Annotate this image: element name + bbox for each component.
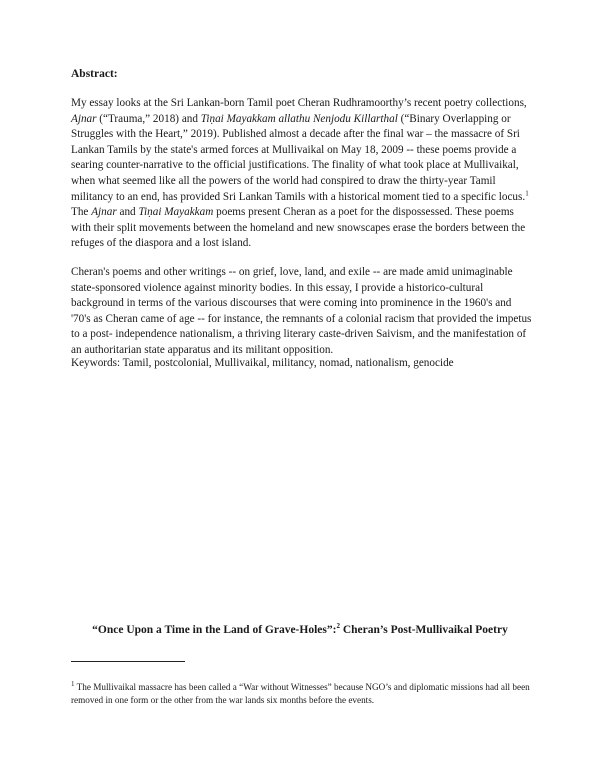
footnote-ref-2[interactable]: 2 [336,622,340,631]
p1-text-e: and [116,206,139,219]
footnote-1 [71,681,533,708]
p1-title-tinai-full: Tiṇai Mayakkam allathu Nenjodu Killarthal [200,112,398,125]
title-main: “Once Upon a Time in the Land of Grave-Holes”: [92,624,337,636]
p1-text-a: My essay looks at the Sri Lankan-born Tamil poet Cheran Rudhramoorthy’s recent poetry collections, [71,97,527,109]
p1-title-tinai-short: Tiṇai Mayakkam [138,206,214,219]
paper-title [40,624,560,636]
footnote-divider [71,661,185,662]
p1-text-b: (“Trauma,” 2018) and [96,112,201,125]
abstract-paragraph-1 [71,96,533,252]
footnote-text: The Mullivaikal massacre has been called a “War without Witnesses” because NGO’s and diplomatic missions had all been removed in one form or the other from the war lands six months before the events. [71,682,530,706]
p1-title-ajnar-2: Ajnar [91,206,117,219]
abstract-heading: Abstract: [71,68,118,80]
title-rest: Cheran’s Post-Mullivaikal Poetry [339,624,508,636]
keywords-line: Keywords: Tamil, postcolonial, Mullivaikal, militancy, nomad, nationalism, genocide [71,357,454,369]
p1-text-f: poems present Cheran as a poet for the dispossessed. These poems with their split movements between the homeland and new snowscapes erase the borders between the refuges of the diaspora and a lost island. [71,206,526,250]
footnote-ref-1[interactable]: 1 [525,188,529,197]
abstract-paragraph-2: Cheran's poems and other writings -- on grief, love, land, and exile -- are made amid unimaginable state-sponsored violence against minority bodies. In this essay, I provide a historico-cultural background in terms of the various discourses that were coming into prominence in the 1960's and '70's as Cheran came of age -- for instance, the remnants of a colonial racism that provided the impetus to a post- independence nationalism, a thriving literary caste-driven Saivism, and the manifestation of an authoritarian state apparatus and its militant opposition. [71,266,532,356]
footnote-number: 1 [71,679,75,688]
p1-title-ajnar: Ajnar [71,112,97,125]
p1-text-c: (“Binary Overlapping or Struggles with the Heart,” 2019). Published almost a decade after the final war – the massacre of Sri Lankan Tamils by the state's armed forces at Mullivaikal on May 18, 2009 -- these poems provide a searing counter-narrative to the official justifications. The finality of what took place at Mullivaikal, when what seemed like all the powers of the world had conspired to draw the thirty-year Tamil militancy to an end, has provided Sri Lankan Tamils with a historical moment tied to a specific locus. [71,112,526,203]
p1-text-d: The [71,206,92,219]
